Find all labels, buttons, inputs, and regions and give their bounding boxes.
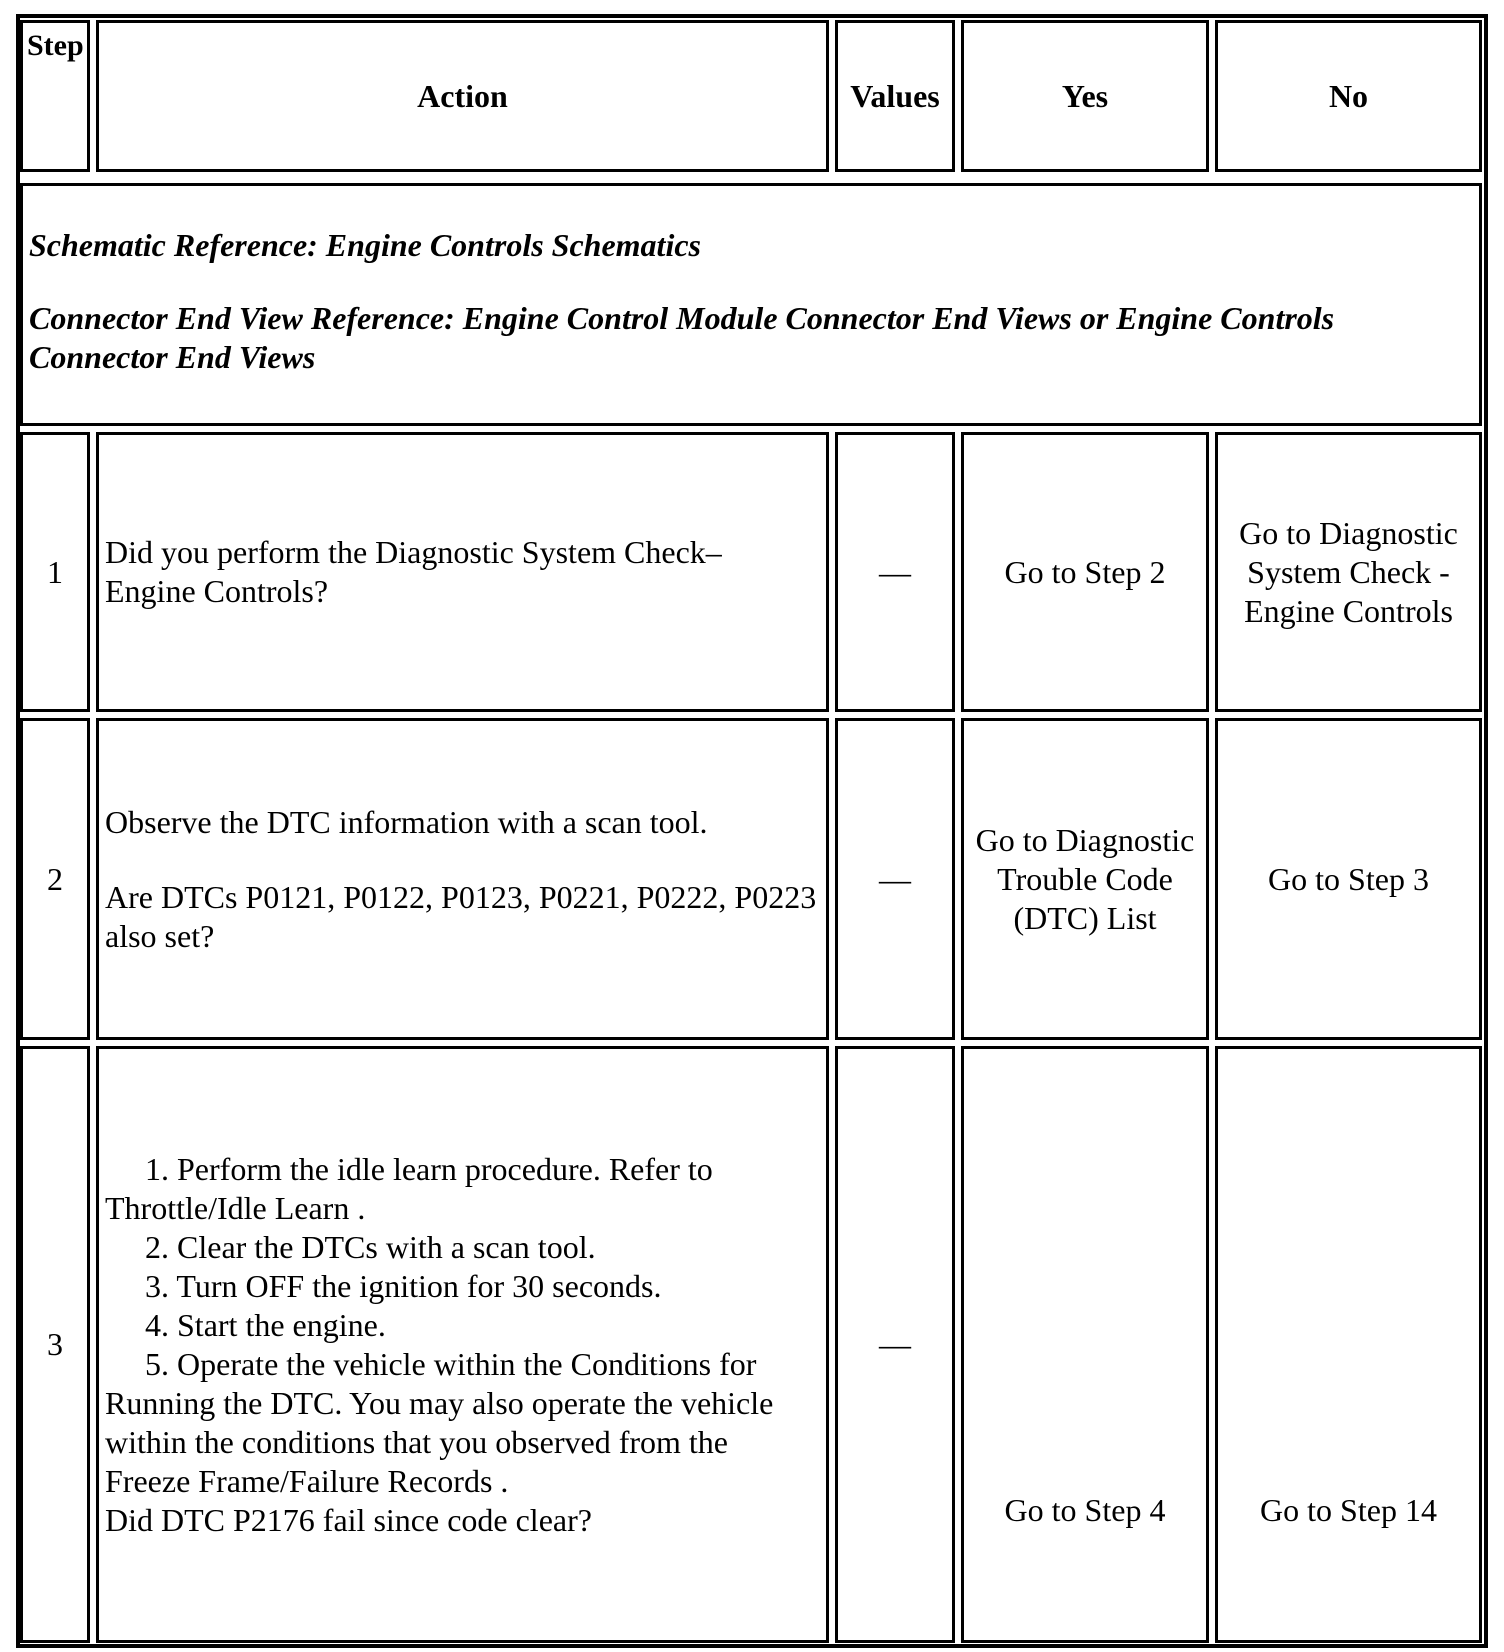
step-1-question: Did you perform the Diagnostic System Check– Engine Controls? xyxy=(105,534,722,609)
list-item: 5. Operate the vehicle within the Conditions for Running the DTC. You may also operate the vehicle within the conditions that you observed from the Freeze Frame/Failure Records . xyxy=(105,1345,774,1499)
step-3-action xyxy=(96,1046,829,1643)
schematic-reference: Schematic Reference: Engine Controls Schematics xyxy=(29,227,701,263)
step-3-substeps xyxy=(105,1150,820,1501)
header-yes: Yes xyxy=(961,20,1209,172)
step-2-action xyxy=(96,718,829,1040)
step-2-yes: Go to Diagnostic Trouble Code (DTC) List xyxy=(961,718,1209,1040)
step-3-question: Did DTC P2176 fail since code clear? xyxy=(105,1501,592,1538)
header-values: Values xyxy=(835,20,955,172)
list-item: 4. Start the engine. xyxy=(145,1306,386,1343)
step-3-values: — xyxy=(835,1046,955,1643)
reference-block xyxy=(20,183,1482,426)
step-2-number: 2 xyxy=(20,718,90,1040)
step-1-no: Go to Diagnostic System Check - Engine Controls xyxy=(1215,432,1482,712)
step-2-instruction: Observe the DTC information with a scan tool. xyxy=(105,803,708,840)
header-no: No xyxy=(1215,20,1482,172)
step-1-yes: Go to Step 2 xyxy=(961,432,1209,712)
step-3-no: Go to Step 14 xyxy=(1215,1046,1482,1643)
step-3-number: 3 xyxy=(20,1046,90,1643)
connector-reference: Connector End View Reference: Engine Control Module Connector End Views or Engine Controls Connector End Views xyxy=(29,300,1335,375)
header-action: Action xyxy=(96,20,829,172)
step-1-values: — xyxy=(835,432,955,712)
step-1-action xyxy=(96,432,829,712)
list-item: 2. Clear the DTCs with a scan tool. xyxy=(145,1228,596,1265)
step-2-question: Are DTCs P0121, P0122, P0123, P0221, P0222, P0223 also set? xyxy=(105,878,817,954)
step-1-number: 1 xyxy=(20,432,90,712)
step-2-values: — xyxy=(835,718,955,1040)
header-step: Step xyxy=(20,20,90,172)
step-3-yes: Go to Step 4 xyxy=(961,1046,1209,1643)
list-item: 3. Turn OFF the ignition for 30 seconds. xyxy=(145,1267,662,1304)
step-2-no: Go to Step 3 xyxy=(1215,718,1482,1040)
list-item: 1. Perform the idle learn procedure. Refer to Throttle/Idle Learn . xyxy=(105,1150,713,1226)
